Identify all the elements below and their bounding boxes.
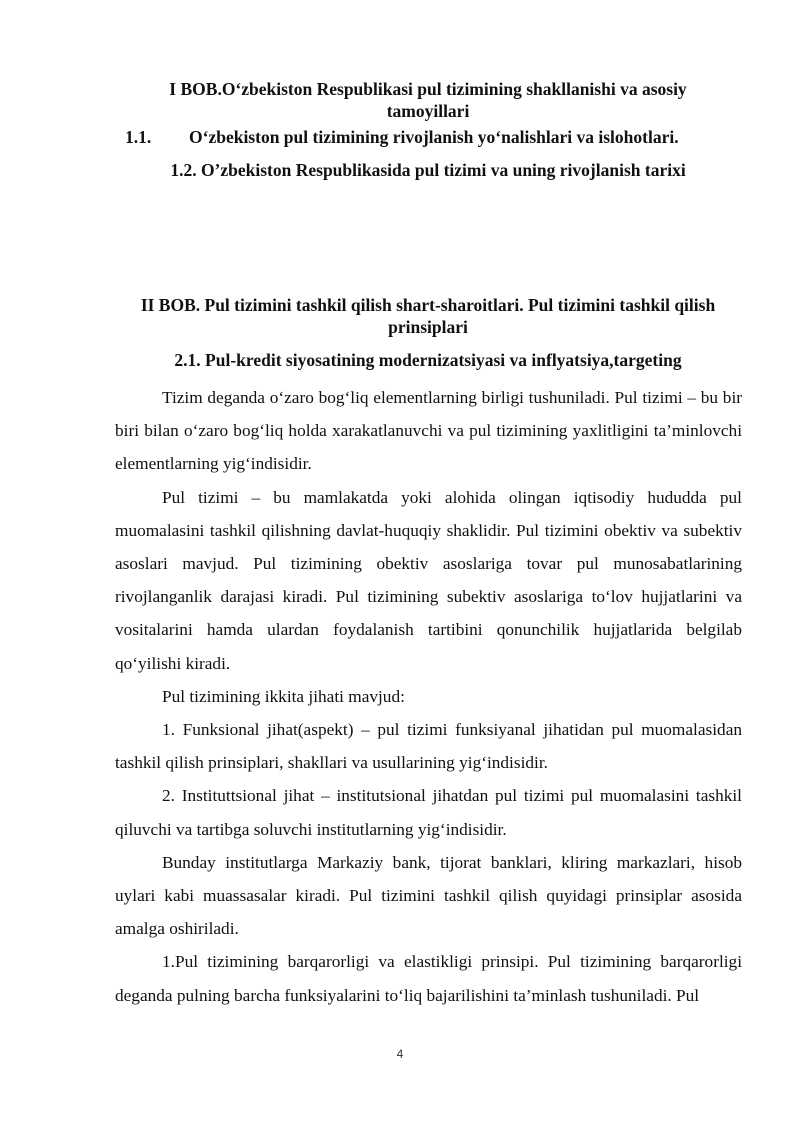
paragraph: 1. Funksional jihat(aspekt) – pul tizimi funksiyanal jihatidan pul muomalasidan tashkil qilish prinsiplari, shakllari va usullarining yig‘indisidir. [115, 720, 742, 773]
body-text [115, 381, 742, 1012]
section-1-1-number: 1.1. [125, 127, 152, 147]
chapter2-title-line2: prinsiplari [388, 317, 468, 337]
chapter1-title-line2: tamoyillari [386, 101, 470, 121]
section-1-2-heading: 1.2. O’zbekiston Respublikasida pul tizimi va uning rivojlanish tarixi [170, 160, 686, 180]
paragraph: 1.Pul tizimining barqarorligi va elastikligi prinsipi. Pul tizimining barqarorligi deganda pulning barcha funksiyalarini to‘liq bajarilishini ta’minlash tushuniladi. Pul [115, 952, 742, 1005]
paragraph: Bunday institutlarga Markaziy bank, tijorat banklari, kliring markazlari, hisob uylari kabi muassasalar kiradi. Pul tizimini tashkil qilish quyidagi prinsiplar asosida amalga oshiriladi. [115, 852, 742, 939]
section-1-1-title: O‘zbekiston pul tizimining rivojlanish yo‘nalishlari va islohotlari. [189, 127, 679, 147]
paragraph: Pul tizimining ikkita jihati mavjud: [162, 686, 405, 706]
paragraph: Pul tizimi – bu mamlakatda yoki alohida olingan iqtisodiy hududda pul muomalasini tashkil qilishning davlat-huquqiy shaklidir. Pul tizimini obektiv va subektiv asoslari mavjud. Pul tizimining obektiv asoslariga tovar pul munosabatlarining rivojlanganlik darajasi kiradi. Pul tizimining subektiv asoslariga to‘lov hujjatlarini va vositalarini hamda ulardan foydalanish tartibini qonunchilik hujjatlarida belgilab qo‘yilishi kiradi. [115, 487, 742, 673]
paragraph: Tizim deganda o‘zaro bog‘liq elementlarning birligi tushuniladi. Pul tizimi – bu bir biri bilan o‘zaro bog‘liq holda xarakatlanuvchi va pul tizimining yaxlitligini ta’minlovchi elementlarning yig‘indisidir. [115, 388, 742, 474]
chapter1-title-line1: I BOB.O‘zbekiston Respublikasi pul tizimining shakllanishi va asosiy [169, 79, 687, 99]
paragraph: 2. Instituttsional jihat – institutsional jihatdan pul tizimi pul muomalasini tashkil qiluvchi va tartibga soluvchi institutlarning yig‘indisidir. [115, 786, 742, 839]
chapter2-title-line1: II BOB. Pul tizimini tashkil qilish shart-sharoitlari. Pul tizimini tashkil qilish [140, 295, 716, 315]
section-2-1-heading: 2.1. Pul-kredit siyosatining modernizatsiyasi va inflyatsiya,targeting [174, 350, 682, 370]
page-number: 4 [396, 1047, 404, 1061]
section-1-1-heading [125, 125, 745, 149]
